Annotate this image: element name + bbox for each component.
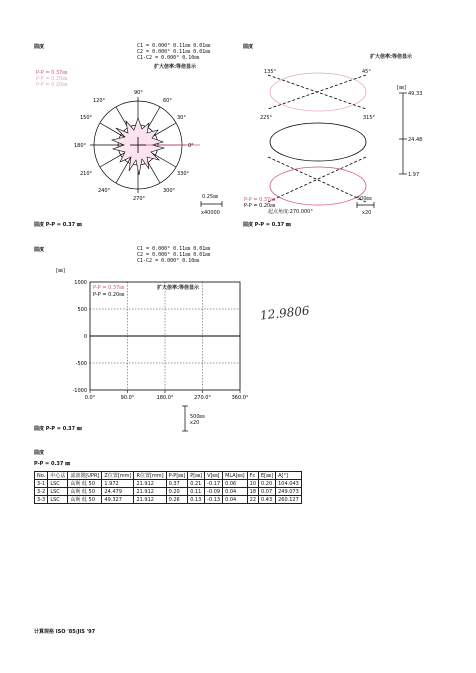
cyl-angle-135: 135° [264, 69, 277, 75]
c-values-block-2 [137, 246, 210, 264]
polar-title: 圆度 [34, 44, 45, 50]
calc-standard-note: 计算规格 ISO '85/JIS '97 [34, 629, 96, 635]
linear-magnification: x20 [190, 420, 200, 426]
col-no: No. [35, 472, 48, 480]
cell-pp: 0.26 [166, 496, 188, 504]
col-mla: MLA[㎜] [223, 472, 248, 480]
y-tick-label: -1000 [72, 388, 87, 394]
cell-fc: 18 [247, 488, 258, 496]
polar-legend-2: P-P = 0.20㎜ [36, 76, 68, 82]
cyl-unit: [㎜] [397, 85, 406, 91]
c1-value: = 0.000° [146, 43, 171, 49]
col-v: V[㎜] [205, 472, 223, 480]
cell-p: 0.11 [188, 488, 205, 496]
polar-angle-60: 60° [163, 98, 172, 104]
cyl-start-angle: 起点角度:270.000° [268, 209, 313, 215]
cylinder-plot [238, 60, 438, 210]
cyl-magnification: x20 [362, 210, 372, 216]
polar-angle-180: 180° [74, 143, 87, 149]
y-tick-label: 0 [83, 334, 87, 340]
c2-rest: 0.11㎜ 0.01㎜ [173, 49, 211, 55]
linear-chart [30, 278, 249, 403]
y-tick-label: -500 [75, 361, 87, 367]
linear-title: 圆度 [34, 247, 45, 253]
col-filter: 滤波器[UPR] [68, 472, 102, 480]
x-tick-label: 90.0° [120, 395, 135, 401]
table-row [35, 480, 302, 488]
linear-magnify-label: 扩大倍率:等倍显示 [157, 285, 200, 291]
linear-legend-2: P-P = 0.20㎜ [93, 292, 125, 298]
polar-legend-1: P-P = 0.37㎜ [36, 70, 68, 76]
cyl-legend-1: P-P = 0.37㎜ [244, 197, 276, 203]
cell-no: 3-1 [35, 480, 48, 488]
cell-pp: 0.37 [166, 480, 188, 488]
polar-angle-120: 120° [93, 98, 106, 104]
polar-angle-210: 210° [80, 171, 93, 177]
linear-footer: 圆度 P-P = 0.37 ㎜ [34, 426, 82, 432]
cyl-legend-2: P-P = 0.20㎜ [244, 203, 276, 209]
cyl-scale: 500㎜ [357, 196, 372, 202]
cell-filter: 高斯 低 50 [68, 480, 102, 488]
cell-filter: 高斯 低 50 [68, 496, 102, 504]
cell-pp: 0.20 [166, 488, 188, 496]
x-tick-label: 180.0° [156, 395, 174, 401]
cell-center-method: LSC [48, 488, 68, 496]
cyl-magnify-label: 扩大倍率:等倍显示 [370, 54, 413, 60]
cell-mla: 0.04 [223, 488, 248, 496]
cyl-tick-top: 49.33 [408, 91, 423, 97]
cyl-angle-315: 315° [363, 115, 376, 121]
polar-plot [60, 85, 220, 210]
y-tick-label: 500 [77, 307, 87, 313]
c1c2-rest-2: 0.10㎜ [182, 258, 200, 264]
cell-a: 104.043 [276, 480, 302, 488]
linear-scale-bar [181, 405, 189, 433]
cell-fc: 10 [247, 480, 258, 488]
polar-magnify-label: 扩大倍率:等倍显示 [154, 64, 197, 70]
y-tick-label: 1000 [74, 280, 87, 286]
col-a: A[°] [276, 472, 302, 480]
c-values-block [137, 43, 210, 61]
c2-value-2: = 0.000° [146, 252, 171, 258]
results-title: 圆度 [34, 450, 45, 456]
linear-scale: 500㎜ [190, 414, 205, 420]
linear-unit: [㎜] [56, 268, 65, 274]
c2-label-2: C2 [137, 252, 144, 258]
polar-angle-30: 30° [177, 115, 186, 121]
table-row [35, 496, 302, 504]
cyl-angle-45: 45° [362, 69, 371, 75]
cyl-title: 圆度 [243, 44, 254, 50]
cell-z-position: 49.327 [102, 496, 134, 504]
cell-e: 0.43 [259, 496, 276, 504]
c1c2-rest: 0.10㎜ [182, 55, 200, 61]
polar-angle-270: 270° [133, 196, 146, 202]
cell-z-position: 1.972 [102, 480, 134, 488]
cell-mla: 0.04 [223, 496, 248, 504]
polar-angle-330: 330° [177, 171, 190, 177]
col-fc: Fc [247, 472, 258, 480]
cell-a: 260.127 [276, 496, 302, 504]
polar-angle-240: 240° [98, 188, 111, 194]
polar-angle-0: 0° [188, 143, 194, 149]
cell-r-position: 21.912 [134, 496, 166, 504]
cyl-footer: 圆度 P-P = 0.37 ㎜ [243, 222, 291, 228]
cell-no: 3-3 [35, 496, 48, 504]
polar-scale-bar [200, 200, 224, 208]
polar-scale: 0.25㎜ [202, 194, 219, 200]
c1-value-2: = 0.000° [146, 246, 171, 252]
polar-angle-90: 90° [134, 90, 143, 96]
cell-center-method: LSC [48, 480, 68, 488]
cell-r-position: 21.912 [134, 488, 166, 496]
cyl-tick-bottom: 1.97 [408, 172, 420, 178]
cell-p: 0.13 [188, 496, 205, 504]
cell-filter: 高斯 低 50 [68, 488, 102, 496]
c1-label: C1 [137, 43, 144, 49]
cell-v: -0.13 [205, 496, 223, 504]
c1-rest: 0.11㎜ 0.01㎜ [173, 43, 211, 49]
cyl-tick-mid: 24.48 [408, 137, 423, 143]
handwritten-note: 12.9806 [259, 303, 311, 323]
results-table [34, 471, 302, 504]
cell-fc: 22 [247, 496, 258, 504]
c1c2-value-2: = 0.000° [155, 258, 180, 264]
col-center-method: 中心法 [48, 472, 68, 480]
c2-value: = 0.000° [146, 49, 171, 55]
c1c2-label: C1-C2 [137, 55, 153, 61]
x-tick-label: 360.0° [231, 395, 249, 401]
polar-footer: 圆度 P-P = 0.37 ㎜ [34, 222, 82, 228]
cell-center-method: LSC [48, 496, 68, 504]
cell-z-position: 24.479 [102, 488, 134, 496]
col-pp: P-P[㎜] [166, 472, 188, 480]
cyl-scale-bar [356, 201, 376, 209]
cell-v: -0.09 [205, 488, 223, 496]
cell-r-position: 21.912 [134, 480, 166, 488]
c2-label: C2 [137, 49, 144, 55]
col-e: E[㎜] [259, 472, 276, 480]
cell-mla: 0.06 [223, 480, 248, 488]
x-tick-label: 0.0° [84, 395, 96, 401]
table-header-row [35, 472, 302, 480]
c1-label-2: C1 [137, 246, 144, 252]
polar-magnification: x40000 [201, 210, 220, 216]
col-r-position: R位置[mm] [134, 472, 166, 480]
linear-legend-1: P-P = 0.37㎜ [93, 285, 125, 291]
results-pp: P-P = 0.37 ㎜ [34, 461, 71, 467]
x-tick-label: 270.0° [194, 395, 211, 401]
c1-rest-2: 0.11㎜ 0.01㎜ [173, 246, 211, 252]
polar-angle-300: 300° [163, 188, 176, 194]
cell-v: -0.17 [205, 480, 223, 488]
polar-legend-3: P-P = 0.20㎜ [36, 82, 68, 88]
table-row [35, 488, 302, 496]
c2-rest-2: 0.11㎜ 0.01㎜ [173, 252, 211, 258]
cyl-angle-225: 225° [260, 115, 273, 121]
c1c2-label-2: C1-C2 [137, 258, 153, 264]
polar-angle-150: 150° [80, 115, 93, 121]
cell-a: 249.073 [276, 488, 302, 496]
cell-e: 0.20 [259, 480, 276, 488]
c1c2-value: = 0.000° [155, 55, 180, 61]
cell-e: 0.07 [259, 488, 276, 496]
cell-no: 3-2 [35, 488, 48, 496]
cell-p: 0.21 [188, 480, 205, 488]
col-z-position: Z位置[mm] [102, 472, 134, 480]
col-p: P[㎜] [188, 472, 205, 480]
